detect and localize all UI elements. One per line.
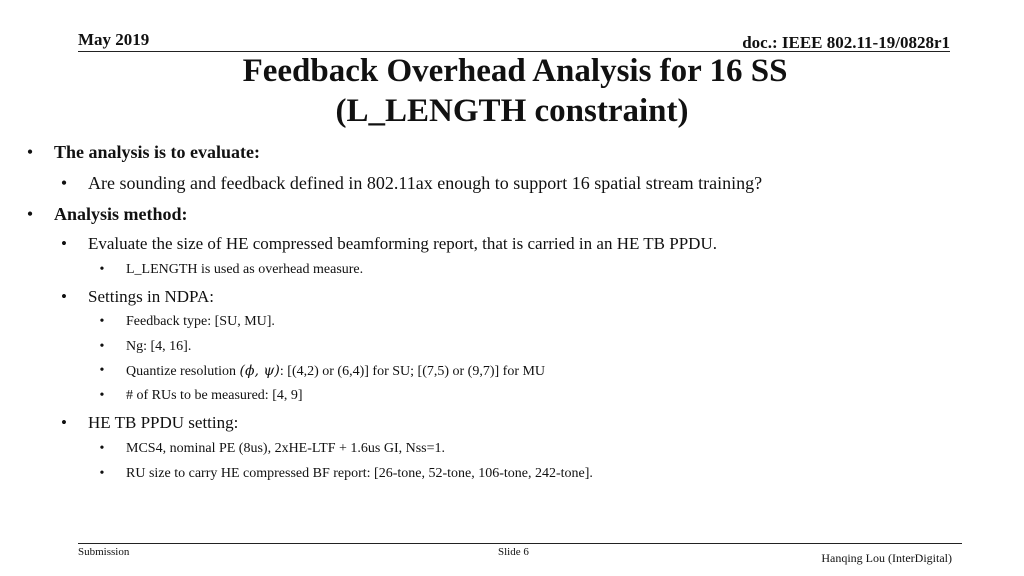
bullet-item xyxy=(99,466,593,482)
bullet-glyph: • xyxy=(99,441,105,456)
bullet-text: Evaluate the size of HE compressed beamforming report, that is carried in an HE TB PPDU. xyxy=(88,234,717,253)
bullet-text-suffix: : [(4,2) or (6,4)] for SU; [(7,5) or (9,7)] for MU xyxy=(279,364,546,379)
footer-author: Hanqing Lou (InterDigital) xyxy=(821,551,952,565)
header-date: May 2019 xyxy=(78,30,150,49)
bullet-item xyxy=(61,234,717,254)
bullet-item xyxy=(99,388,303,404)
bullet-glyph: • xyxy=(99,388,105,403)
bullet-item xyxy=(60,173,763,194)
bullet-text: The analysis is to evaluate: xyxy=(54,142,261,162)
bullet-text: RU size to carry HE compressed BF report: [26-tone, 52-tone, 106-tone, 242-tone]. xyxy=(126,466,593,481)
bullet-text: Feedback type: [SU, MU]. xyxy=(126,314,275,329)
footer-submission: Submission xyxy=(78,546,130,558)
footer-slide-number: Slide 6 xyxy=(498,546,529,558)
bullet-item xyxy=(26,142,261,163)
bullet-glyph: • xyxy=(61,234,67,253)
bullet-text: Settings in NDPA: xyxy=(88,287,214,306)
bullet-item xyxy=(99,262,364,278)
bullet-text: MCS4, nominal PE (8us), 2xHE-LTF + 1.6us GI, Nss=1. xyxy=(126,441,446,456)
bullet-item xyxy=(99,339,192,355)
slide-title-line-2: (L_LENGTH constraint) xyxy=(335,93,689,129)
bullet-item xyxy=(99,363,546,380)
bullet-text: # of RUs to be measured: [4, 9] xyxy=(126,388,303,403)
bullet-text-prefix: Quantize resolution xyxy=(126,364,240,379)
bullet-item xyxy=(26,204,188,225)
header-doc-id: doc.: IEEE 802.11-19/0828r1 xyxy=(742,33,950,52)
slide-title-line-1: Feedback Overhead Analysis for 16 SS xyxy=(242,53,788,89)
bullet-text: L_LENGTH is used as overhead measure. xyxy=(126,262,364,277)
bullet-glyph: • xyxy=(99,262,105,277)
bullet-glyph: • xyxy=(26,142,34,162)
bullet-text: Are sounding and feedback defined in 802.11ax enough to support 16 spatial stream training? xyxy=(88,173,763,193)
bullet-glyph: • xyxy=(61,413,67,432)
bullet-glyph: • xyxy=(60,173,68,193)
bullet-glyph: • xyxy=(26,204,34,224)
bullet-item xyxy=(99,314,275,330)
bullet-text: Analysis method: xyxy=(54,204,188,224)
bullet-glyph: • xyxy=(99,363,105,378)
bullet-item xyxy=(99,441,446,457)
bullet-text: Ng: [4, 16]. xyxy=(126,339,192,354)
math-phi-psi: (ϕ, ψ) xyxy=(239,363,280,379)
bullet-glyph: • xyxy=(61,287,67,306)
footer-divider xyxy=(78,543,962,544)
bullet-text: HE TB PPDU setting: xyxy=(88,413,239,432)
bullet-item xyxy=(61,413,239,433)
bullet-glyph: • xyxy=(99,314,105,329)
bullet-glyph: • xyxy=(99,339,105,354)
bullet-item xyxy=(61,287,214,307)
bullet-glyph: • xyxy=(99,466,105,481)
